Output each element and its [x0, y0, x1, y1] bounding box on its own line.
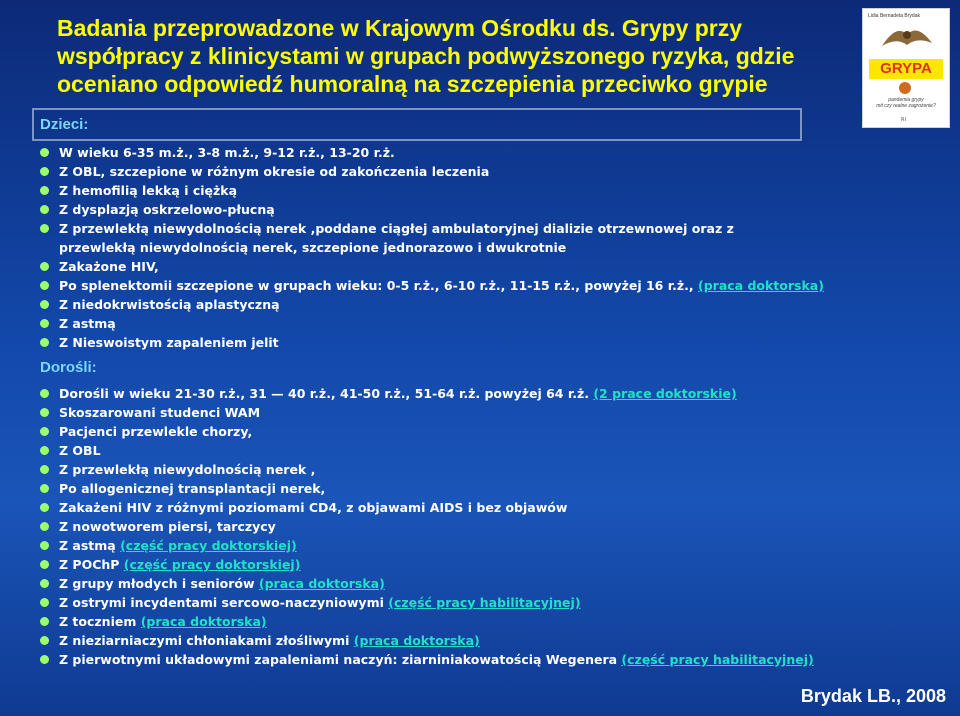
bullet-icon [40, 205, 49, 214]
bullet-icon [40, 167, 49, 176]
list-item [40, 574, 814, 593]
book-title: GRYPA [869, 59, 943, 79]
thesis-link[interactable]: (praca doktorska) [698, 278, 824, 293]
list-item-text: Z nieziarniaczymi chłoniakami złośliwymi [59, 633, 354, 648]
adults-heading: Dorośli: [40, 359, 97, 376]
bullet-icon [40, 560, 49, 569]
list-item-text: Z hemofilią lekką i ciężką [59, 183, 238, 198]
list-item [40, 295, 824, 314]
thesis-link[interactable]: (część pracy doktorskiej) [120, 538, 297, 553]
list-item-text: Zakażeni HIV z różnymi poziomami CD4, z objawami AIDS i bez objawów [59, 500, 568, 515]
list-item [40, 555, 814, 574]
list-item-text: Z POChP [59, 557, 124, 572]
book-author: Lidia Bernadeta Brydak [868, 13, 920, 19]
bullet-icon [40, 617, 49, 626]
list-item [40, 536, 814, 555]
list-item [40, 314, 824, 333]
children-header-box [32, 108, 802, 141]
list-item-text: W wieku 6-35 m.ż., 3-8 m.ż., 9-12 r.ż., 13-20 r.ż. [59, 145, 395, 160]
list-item [40, 143, 824, 162]
list-item [40, 498, 814, 517]
children-list [40, 143, 824, 352]
bullet-icon [40, 522, 49, 531]
list-item [40, 441, 814, 460]
book-publisher: RI [901, 117, 906, 123]
list-item [40, 276, 824, 295]
list-item-text: Z Nieswoistym zapaleniem jelit [59, 335, 279, 350]
bullet-icon [40, 224, 49, 233]
list-item-text: Po splenektomii szczepione w grupach wieku: 0-5 r.ż., 6-10 r.ż., 11-15 r.ż., powyżej 16 r.ż., [59, 278, 698, 293]
list-item [40, 517, 814, 536]
list-item [40, 257, 824, 276]
list-item-text: Z ostrymi incydentami sercowo-naczyniowymi [59, 595, 389, 610]
list-item-text: Z niedokrwistością aplastyczną [59, 297, 280, 312]
children-heading: Dzieci: [40, 116, 89, 133]
list-item-text: Z nowotworem piersi, tarczycy [59, 519, 276, 534]
list-item-text: Zakażone HIV, [59, 259, 159, 274]
thesis-link[interactable]: (część pracy habilitacyjnej) [621, 652, 814, 667]
thesis-link[interactable]: (część pracy doktorskiej) [123, 557, 301, 572]
list-item-text: Dorośli w wieku 21-30 r.ż., 31 — 40 r.ż., 41-50 r.ż., 51-64 r.ż. powyżej 64 r.ż. [59, 386, 594, 401]
list-item-text: Z przewlekłą niewydolnością nerek , [59, 462, 316, 477]
list-item-text: Z pierwotnymi układowymi zapaleniami naczyń: ziarniniakowatością Wegenera [59, 652, 622, 667]
footer-citation: Brydak LB., 2008 [800, 686, 946, 706]
bird-illustration-icon [877, 21, 937, 51]
bullet-icon [40, 541, 49, 550]
list-item [40, 219, 804, 257]
list-item-text: Z OBL [59, 443, 101, 458]
list-item [40, 333, 824, 352]
list-item [40, 593, 814, 612]
thesis-link[interactable]: (praca doktorska) [140, 614, 267, 629]
list-item [40, 384, 814, 403]
list-item-text: Z astmą [59, 316, 116, 331]
adults-list [40, 384, 814, 669]
bullet-icon [40, 503, 49, 512]
list-item-text: Po allogenicznej transplantacji nerek, [59, 481, 326, 496]
thesis-link[interactable]: (praca doktorska) [353, 633, 480, 648]
bullet-icon [40, 281, 49, 290]
bullet-icon [40, 465, 49, 474]
bullet-icon [40, 319, 49, 328]
bullet-icon [40, 484, 49, 493]
bullet-icon [40, 262, 49, 271]
bullet-icon [40, 148, 49, 157]
book-subtitle: pandemia grypy mit czy realne zagrożenie? [876, 97, 936, 109]
list-item-text: Skoszarowani studenci WAM [59, 405, 261, 420]
book-cover-image [862, 8, 950, 128]
list-item [40, 460, 814, 479]
bullet-icon [40, 579, 49, 588]
list-item [40, 650, 814, 669]
list-item [40, 612, 814, 631]
thesis-link[interactable]: (2 prace doktorskie) [593, 386, 737, 401]
bullet-icon [40, 408, 49, 417]
list-item-text: Z grupy młodych i seniorów [59, 576, 259, 591]
bullet-icon [40, 427, 49, 436]
bullet-icon [40, 446, 49, 455]
list-item [40, 479, 814, 498]
list-item [40, 631, 814, 650]
list-item [40, 181, 824, 200]
bullet-icon [40, 655, 49, 664]
list-item-text: Z astmą [59, 538, 121, 553]
list-item-text: Pacjenci przewlekle chorzy, [59, 424, 253, 439]
list-item [40, 422, 814, 441]
thesis-link[interactable]: (praca doktorska) [258, 576, 385, 591]
list-item [40, 200, 824, 219]
list-item-text: Z dysplazją oskrzelowo-płucną [59, 202, 275, 217]
list-item [40, 403, 814, 422]
bullet-icon [40, 186, 49, 195]
slide-title: Badania przeprowadzone w Krajowym Ośrodku ds. Grypy przy współpracy z klinicystami w grupach podwyższonego ryzyka, gdzie oceniano odpowiedź humoralną na szczepienia przeciwko grypie [57, 15, 795, 97]
thesis-link[interactable]: (część pracy habilitacyjnej) [388, 595, 581, 610]
bullet-icon [40, 338, 49, 347]
list-item-text: Z przewlekłą niewydolnością nerek ,poddane ciągłej ambulatoryjnej dializie otrzewnowej oraz z przewlekłą niewydolnością nerek, szczepione jednorazowo i dwukrotnie [59, 221, 734, 255]
bullet-icon [40, 636, 49, 645]
list-item-text: Z OBL, szczepione w różnym okresie od zakończenia leczenia [59, 164, 490, 179]
list-item [40, 162, 824, 181]
bullet-icon [40, 598, 49, 607]
bullet-icon [40, 389, 49, 398]
list-item-text: Z toczniem [59, 614, 141, 629]
book-emblem-icon [899, 82, 911, 94]
bullet-icon [40, 300, 49, 309]
